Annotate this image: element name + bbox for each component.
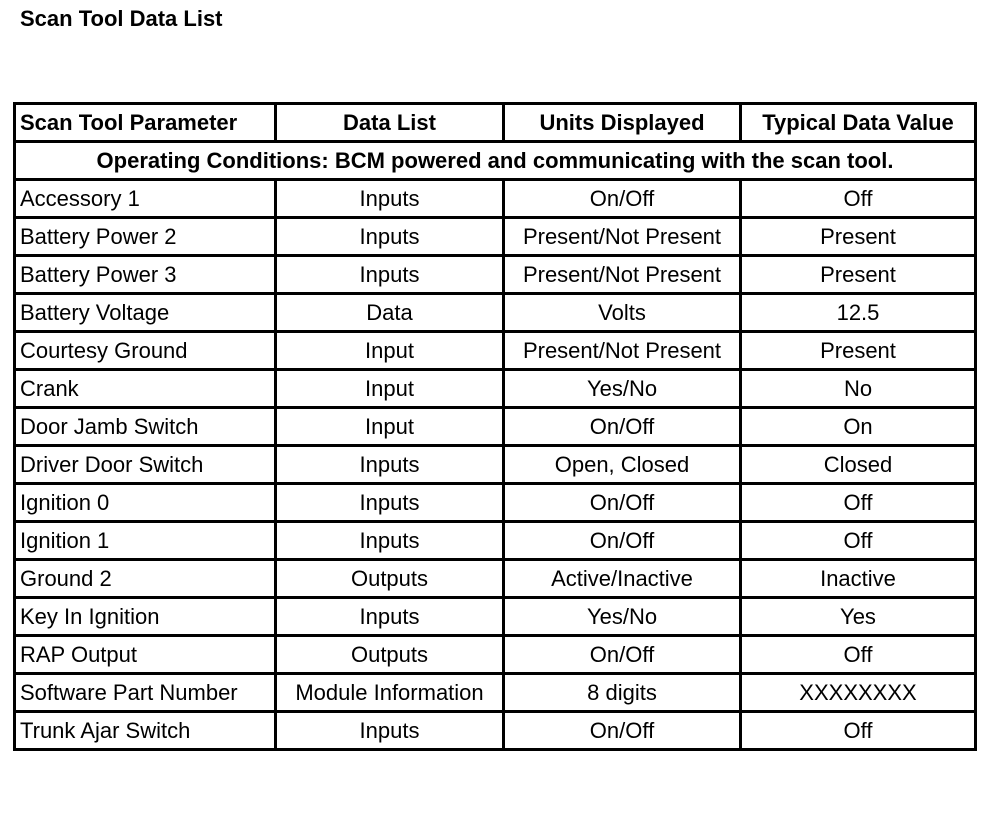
table-row xyxy=(15,712,976,750)
cell-units: Yes/No xyxy=(504,370,741,408)
cell-typical-value: Inactive xyxy=(741,560,976,598)
cell-units: Open, Closed xyxy=(504,446,741,484)
cell-parameter: Software Part Number xyxy=(15,674,276,712)
table-row xyxy=(15,636,976,674)
table-row xyxy=(15,218,976,256)
cell-units: Active/Inactive xyxy=(504,560,741,598)
cell-typical-value: On xyxy=(741,408,976,446)
cell-data-list: Module Information xyxy=(276,674,504,712)
cell-parameter: Door Jamb Switch xyxy=(15,408,276,446)
header-parameter: Scan Tool Parameter xyxy=(15,104,276,142)
table-header-row xyxy=(15,104,976,142)
table-row xyxy=(15,332,976,370)
cell-parameter: Battery Voltage xyxy=(15,294,276,332)
cell-parameter: Courtesy Ground xyxy=(15,332,276,370)
cell-units: On/Off xyxy=(504,180,741,218)
cell-parameter: Trunk Ajar Switch xyxy=(15,712,276,750)
table-row xyxy=(15,294,976,332)
cell-data-list: Outputs xyxy=(276,636,504,674)
table-row xyxy=(15,446,976,484)
cell-data-list: Inputs xyxy=(276,598,504,636)
cell-units: Present/Not Present xyxy=(504,256,741,294)
table-row xyxy=(15,560,976,598)
cell-units: On/Off xyxy=(504,484,741,522)
cell-parameter: Battery Power 3 xyxy=(15,256,276,294)
cell-units: On/Off xyxy=(504,636,741,674)
page-title: Scan Tool Data List xyxy=(20,6,223,31)
cell-data-list: Outputs xyxy=(276,560,504,598)
cell-parameter: Ignition 0 xyxy=(15,484,276,522)
cell-data-list: Inputs xyxy=(276,256,504,294)
cell-typical-value: Off xyxy=(741,484,976,522)
cell-typical-value: XXXXXXXX xyxy=(741,674,976,712)
cell-data-list: Inputs xyxy=(276,218,504,256)
cell-parameter: Key In Ignition xyxy=(15,598,276,636)
cell-units: On/Off xyxy=(504,408,741,446)
table-row xyxy=(15,408,976,446)
cell-typical-value: Present xyxy=(741,256,976,294)
cell-parameter: Ignition 1 xyxy=(15,522,276,560)
table-row xyxy=(15,256,976,294)
cell-units: Present/Not Present xyxy=(504,218,741,256)
header-data-list: Data List xyxy=(276,104,504,142)
cell-typical-value: Present xyxy=(741,218,976,256)
cell-typical-value: 12.5 xyxy=(741,294,976,332)
table-row xyxy=(15,370,976,408)
header-units: Units Displayed xyxy=(504,104,741,142)
cell-data-list: Input xyxy=(276,370,504,408)
cell-data-list: Input xyxy=(276,332,504,370)
cell-data-list: Data xyxy=(276,294,504,332)
scan-tool-data-table xyxy=(13,102,977,751)
cell-parameter: Driver Door Switch xyxy=(15,446,276,484)
table-row xyxy=(15,180,976,218)
cell-typical-value: Off xyxy=(741,636,976,674)
cell-units: Yes/No xyxy=(504,598,741,636)
cell-units: On/Off xyxy=(504,522,741,560)
cell-typical-value: Off xyxy=(741,180,976,218)
cell-data-list: Inputs xyxy=(276,522,504,560)
cell-data-list: Inputs xyxy=(276,446,504,484)
cell-typical-value: No xyxy=(741,370,976,408)
cell-parameter: Crank xyxy=(15,370,276,408)
cell-parameter: RAP Output xyxy=(15,636,276,674)
cell-data-list: Input xyxy=(276,408,504,446)
operating-conditions: Operating Conditions: BCM powered and communicating with the scan tool. xyxy=(15,142,976,180)
table-row xyxy=(15,484,976,522)
table-row xyxy=(15,522,976,560)
header-typical-value: Typical Data Value xyxy=(741,104,976,142)
cell-typical-value: Off xyxy=(741,712,976,750)
cell-data-list: Inputs xyxy=(276,180,504,218)
cell-units: Volts xyxy=(504,294,741,332)
cell-typical-value: Off xyxy=(741,522,976,560)
cell-data-list: Inputs xyxy=(276,712,504,750)
cell-units: 8 digits xyxy=(504,674,741,712)
cell-units: On/Off xyxy=(504,712,741,750)
cell-typical-value: Present xyxy=(741,332,976,370)
cell-units: Present/Not Present xyxy=(504,332,741,370)
cell-typical-value: Yes xyxy=(741,598,976,636)
table-row xyxy=(15,674,976,712)
cell-parameter: Ground 2 xyxy=(15,560,276,598)
cell-typical-value: Closed xyxy=(741,446,976,484)
operating-conditions-row xyxy=(15,142,976,180)
cell-data-list: Inputs xyxy=(276,484,504,522)
cell-parameter: Battery Power 2 xyxy=(15,218,276,256)
cell-parameter: Accessory 1 xyxy=(15,180,276,218)
table-row xyxy=(15,598,976,636)
